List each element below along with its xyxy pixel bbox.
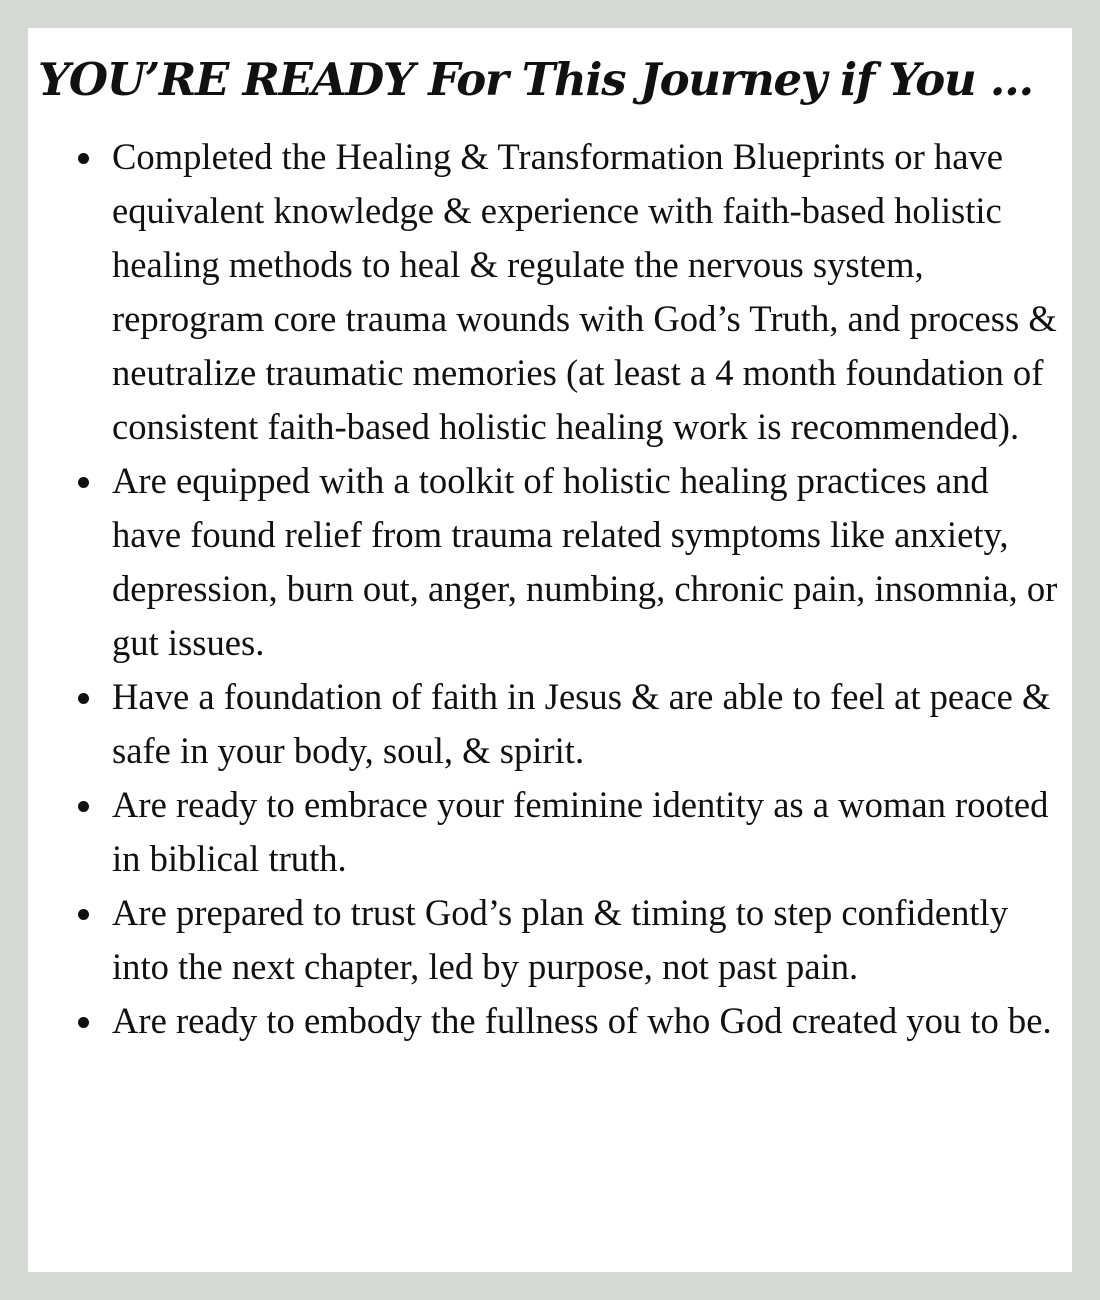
list-item [112, 886, 1060, 994]
list-item-text: Are ready to embody the fullness of who God created you to be. [112, 1000, 1052, 1041]
bullet-dot-icon [78, 1017, 89, 1028]
page-title: YOU’RE READY For This Journey if You ... [38, 53, 1033, 106]
list-item [112, 454, 1060, 670]
list-item [112, 994, 1060, 1048]
list-item [112, 670, 1060, 778]
list-item-text: Are equipped with a toolkit of holistic healing practices and have found relief from trauma related symptoms like anxiety, depression, burn out, anger, numbing, chronic pain, insomnia, or gut issues. [112, 460, 1058, 663]
bullet-dot-icon [78, 801, 89, 812]
bullet-dot-icon [78, 909, 89, 920]
list-item [112, 778, 1060, 886]
bullet-dot-icon [78, 693, 89, 704]
list-item-text: Are ready to embrace your feminine identity as a woman rooted in biblical truth. [112, 784, 1049, 879]
readiness-list [112, 130, 1060, 1048]
list-item-text: Are prepared to trust God’s plan & timing to step confidently into the next chapter, led by purpose, not past pain. [112, 892, 1008, 987]
bullet-dot-icon [78, 153, 89, 164]
list-item-text: Have a foundation of faith in Jesus & are able to feel at peace & safe in your body, soul, & spirit. [112, 676, 1051, 771]
list-item-text: Completed the Healing & Transformation Blueprints or have equivalent knowledge & experience with faith-based holistic healing methods to heal & regulate the nervous system, reprogram core trauma wounds with God’s Truth, and process & neutralize traumatic memories (at least a 4 month foundation of consistent faith-based holistic healing work is recommended). [112, 136, 1057, 447]
content-card [28, 28, 1072, 1272]
list-item [112, 130, 1060, 454]
bullet-dot-icon [78, 477, 89, 488]
